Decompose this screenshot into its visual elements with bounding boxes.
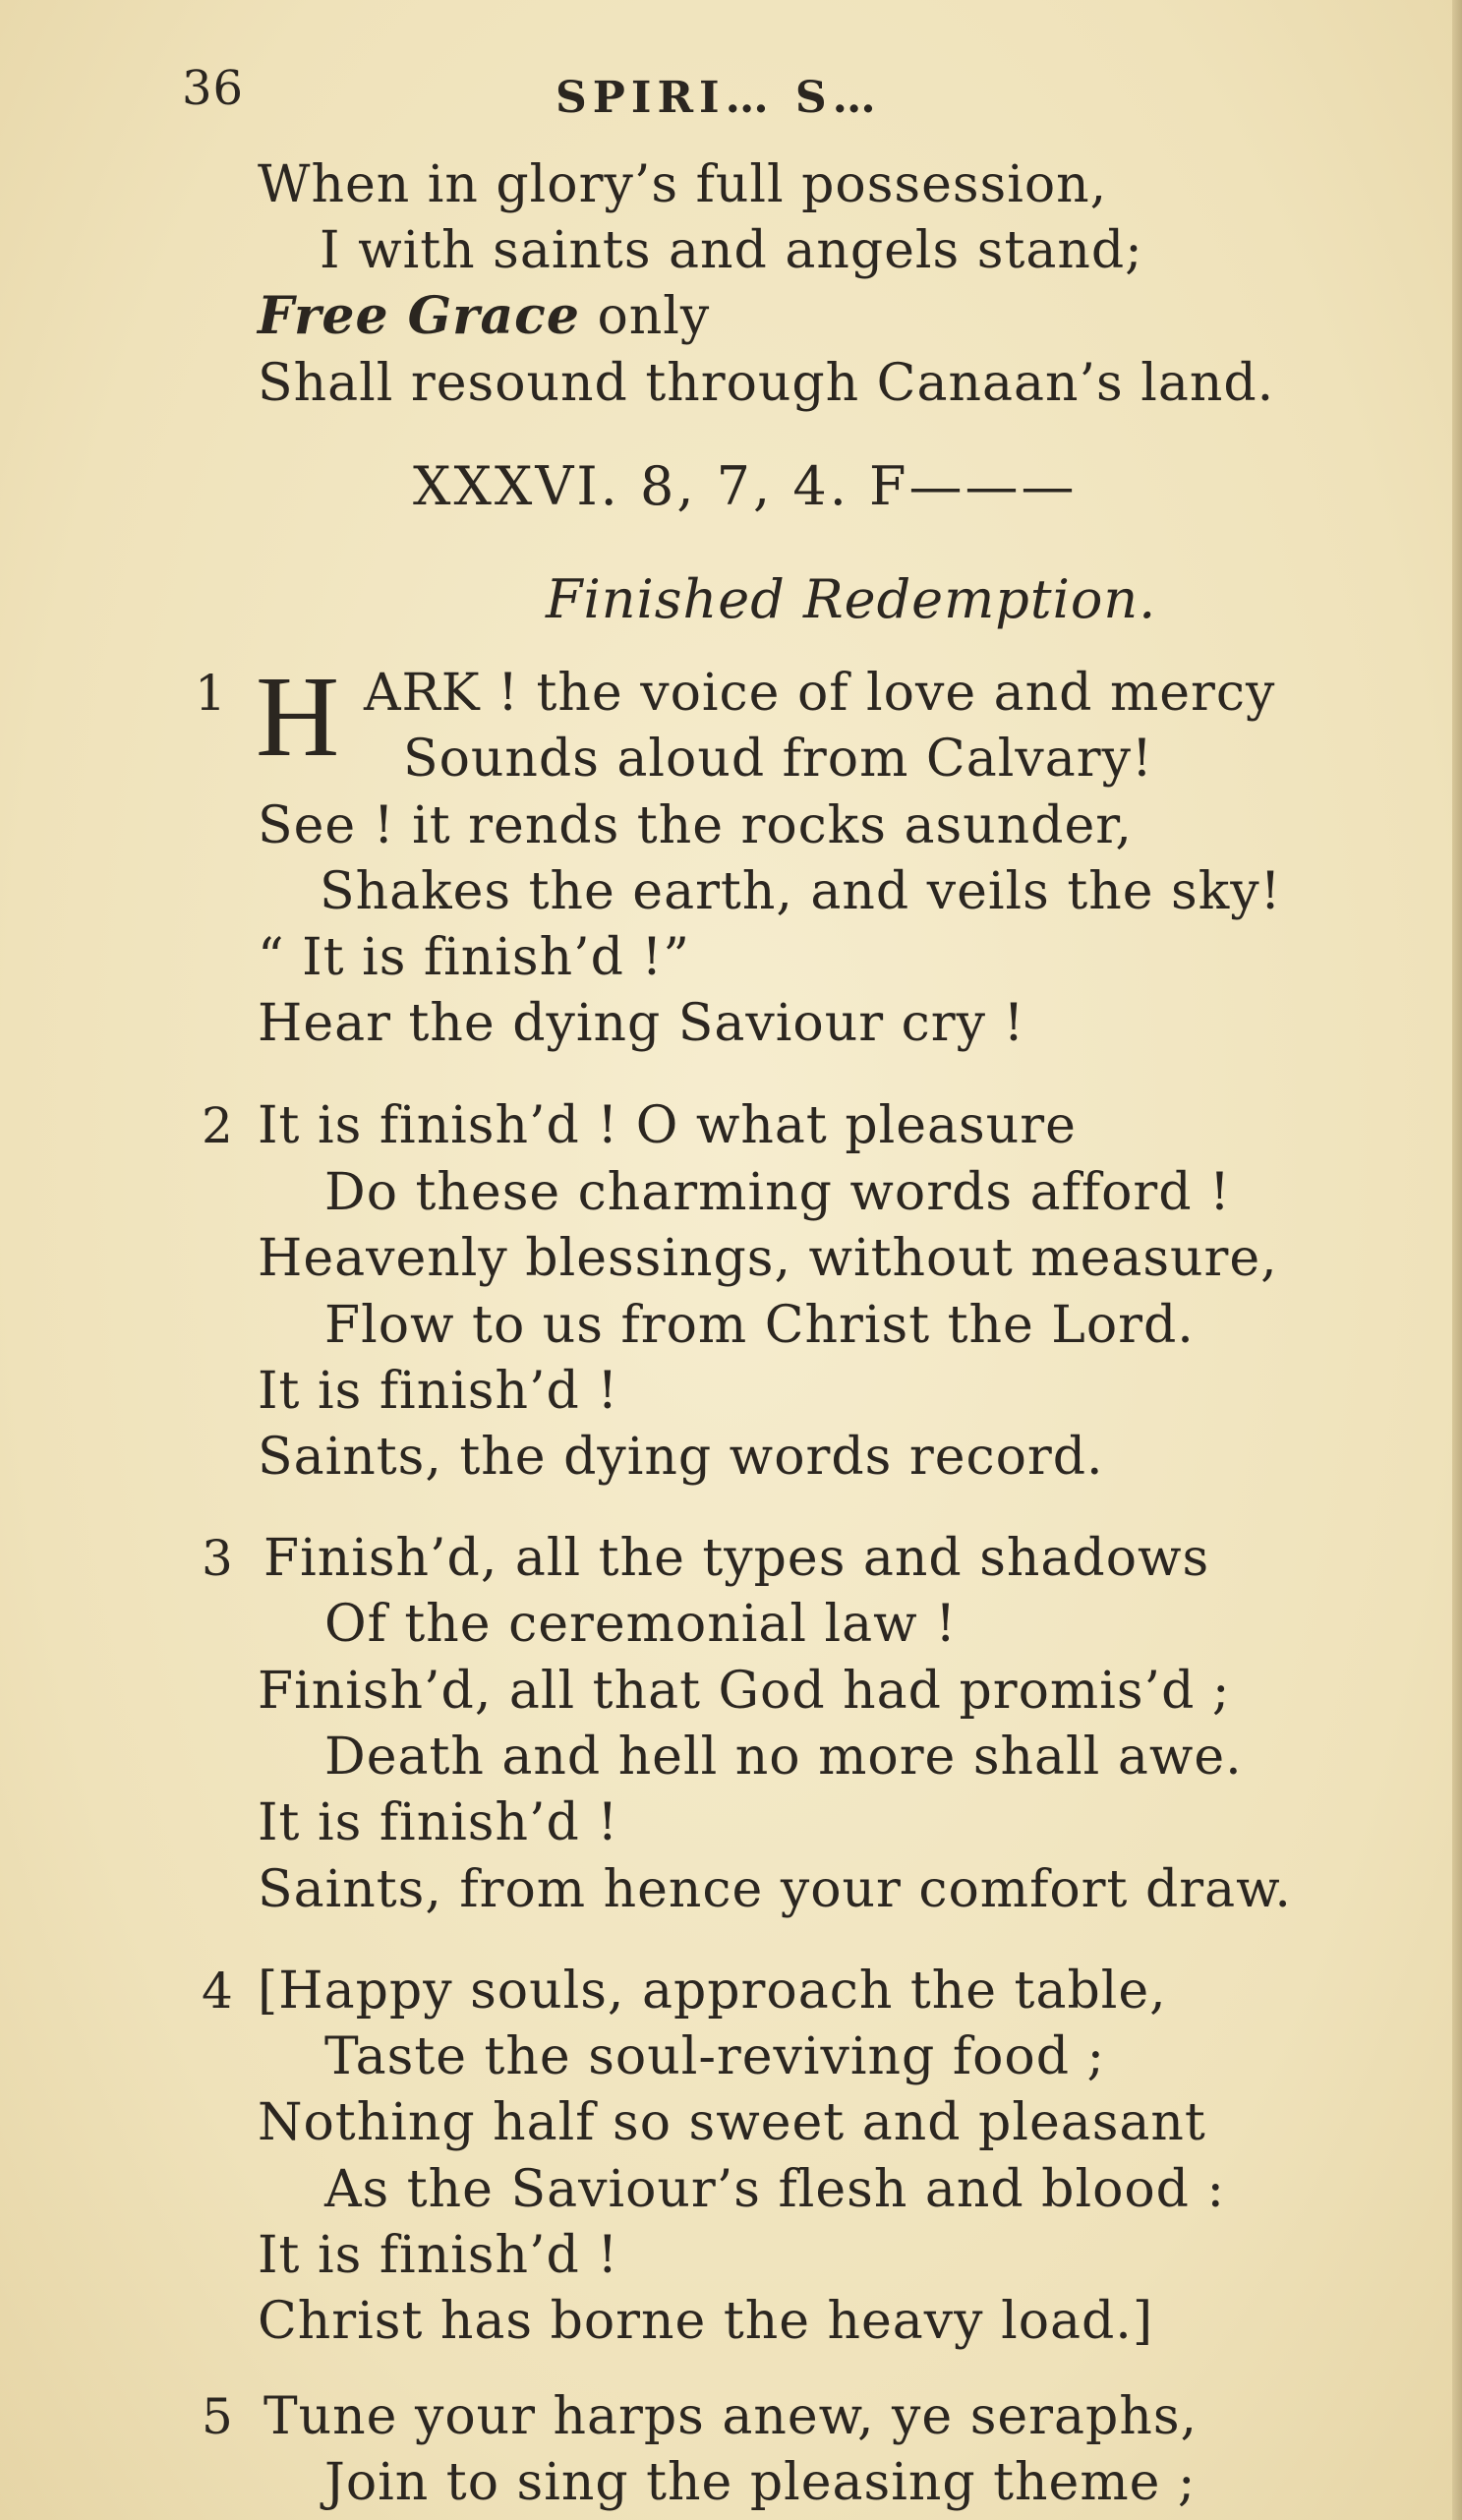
verse-line: Tune your harps anew, ye seraphs,	[263, 2387, 1199, 2446]
drop-cap: H	[256, 652, 340, 781]
verse-line: Sounds aloud from Calvary!	[403, 730, 1153, 789]
verse-line: Of the ceremonial law !	[324, 1595, 958, 1654]
verse-line	[258, 287, 710, 346]
verse-line: Saints, from hence your comfort draw.	[258, 1860, 1292, 1919]
verse-line: ARK ! the voice of love and mercy	[364, 664, 1276, 723]
verse-line: [Happy souls, approach the table,	[258, 1962, 1167, 2021]
verse-number: 2	[202, 1097, 233, 1154]
verse-line: Do these charming words afford !	[324, 1163, 1231, 1222]
hymn-title: Finished Redemption.	[546, 568, 1157, 630]
verse-line: Finish’d, all that God had promis’d ;	[258, 1662, 1231, 1721]
verse-number: 4	[202, 1963, 233, 2020]
verse-word: only	[597, 287, 711, 346]
verse-line: I with saints and angels stand;	[320, 221, 1143, 280]
verse-number: 5	[202, 2388, 233, 2445]
verse-line: It is finish’d !	[258, 2226, 619, 2285]
verse-number: 3	[202, 1530, 233, 1587]
verse-line: Flow to us from Christ the Lord.	[324, 1296, 1195, 1355]
verse-line: As the Saviour’s flesh and blood :	[324, 2160, 1226, 2219]
verse-line: It is finish’d ! O what pleasure	[258, 1096, 1077, 1155]
verse-line: Saints, the dying words record.	[258, 1428, 1104, 1487]
running-head: SPIRI… S…	[556, 73, 882, 123]
verse-line: Heavenly blessings, without measure,	[258, 1229, 1278, 1288]
verse-line: Shall resound through Canaan’s land.	[258, 354, 1275, 413]
verse-line: It is finish’d !	[258, 1793, 619, 1852]
verse-line: When in glory’s full possession,	[258, 155, 1108, 214]
verse-line: Join to sing the pleasing theme ;	[324, 2453, 1197, 2512]
page-edge	[1452, 0, 1462, 2520]
verse-line: It is finish’d !	[258, 1362, 619, 1421]
verse-line: Hear the dying Saviour cry !	[258, 994, 1025, 1053]
verse-line: Shakes the earth, and veils the sky!	[320, 862, 1282, 921]
verse-line: Nothing half so sweet and pleasant	[258, 2093, 1206, 2152]
verse-line: “ It is finish’d !”	[258, 928, 690, 987]
verse-number: 1	[195, 665, 226, 722]
free-grace-emphasis: Free Grace	[258, 286, 580, 346]
hymn-heading: XXXVI. 8, 7, 4. F———	[413, 455, 1078, 517]
page-number: 36	[182, 61, 245, 116]
verse-line: See ! it rends the rocks asunder,	[258, 796, 1133, 855]
verse-line: Death and hell no more shall awe.	[324, 1728, 1243, 1787]
verse-line: Finish’d, all the types and shadows	[263, 1529, 1210, 1588]
verse-line: Taste the soul-reviving food ;	[324, 2027, 1106, 2086]
verse-line: Christ has borne the heavy load.]	[258, 2292, 1154, 2351]
